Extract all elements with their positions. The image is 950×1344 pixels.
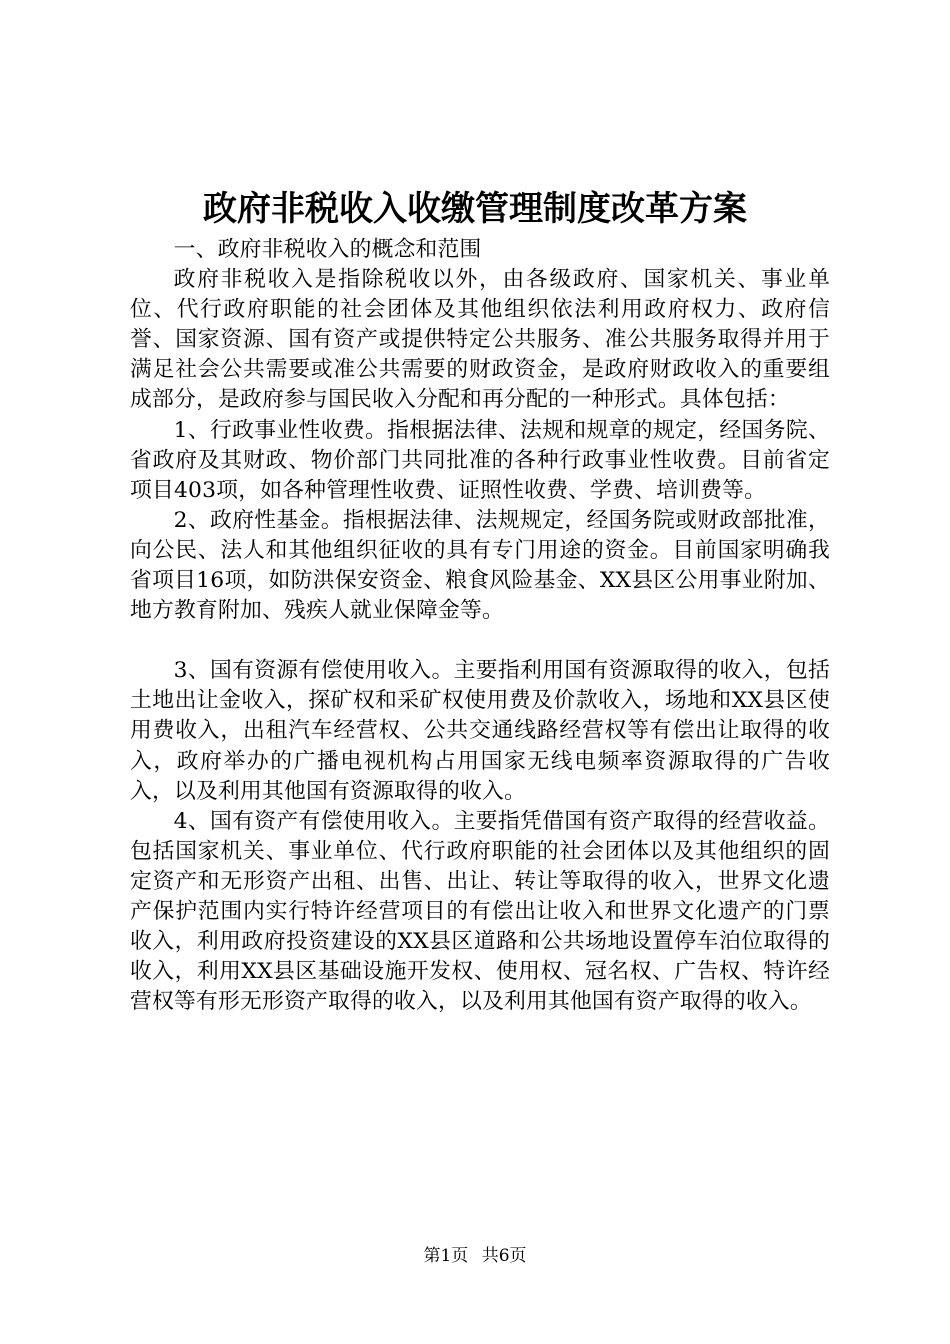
page-number: 第1页 — [423, 1246, 469, 1266]
document-body — [130, 235, 830, 1017]
section-heading: 一、政府非税收入的概念和范围 — [173, 237, 482, 262]
paragraph-item-3: 3、国有资源有偿使用收入。主要指利用国有资源取得的收入，包括土地出让金收入，探矿权和采矿权使用费及价款收入，场地和XX县区使用费收入，出租汽车经营权、公共交通线路经营权等有偿出让取得的收入，政府举办的广播电视机构占用国家无线电频率资源取得的广告收入，以及利用其他国有资源取得的收入。 — [130, 658, 830, 804]
paragraph-definition: 政府非税收入是指除税收以外，由各级政府、国家机关、事业单位、代行政府职能的社会团体及其他组织依法利用政府权力、政府信誉、国家资源、国有资产或提供特定公共服务、准公共服务取得并用于满足社会公共需要或准公共需要的财政资金，是政府财政收入的重要组成部分，是政府参与国民收入分配和再分配的一种形式。具体包括： — [130, 267, 830, 413]
paragraph-item-4: 4、国有资产有偿使用收入。主要指凭借国有资产取得的经营收益。包括国家机关、事业单位、代行政府职能的社会团体以及其他组织的固定资产和无形资产出租、出售、出让、转让等取得的收入，世界文化遗产保护范围内实行特许经营项目的有偿出让收入和世界文化遗产的门票收入，利用政府投资建设的XX县区道路和公共场地设置停车泊位取得的收入，利用XX县区基础设施开发权、使用权、冠名权、广告权、特许经营权等有形无形资产取得的收入，以及利用其他国有资产取得的收入。 — [130, 808, 830, 1015]
document-title: 政府非税收入收缴管理制度改革方案 — [203, 189, 747, 229]
page-footer — [0, 1245, 950, 1267]
page-total: 共6页 — [481, 1246, 527, 1266]
paragraph-item-1: 1、行政事业性收费。指根据法律、法规和规章的规定，经国务院、省政府及其财政、物价部门共同批准的各种行政事业性收费。目前省定项目403项，如各种管理性收费、证照性收费、学费、培训费等。 — [130, 417, 830, 503]
paragraph-item-2: 2、政府性基金。指根据法律、法规规定，经国务院或财政部批准，向公民、法人和其他组织征收的具有专门用途的资金。目前国家明确我省项目16项，如防洪保安资金、粮食风险基金、XX县区公用事业附加、地方教育附加、残疾人就业保障金等。 — [130, 507, 830, 624]
